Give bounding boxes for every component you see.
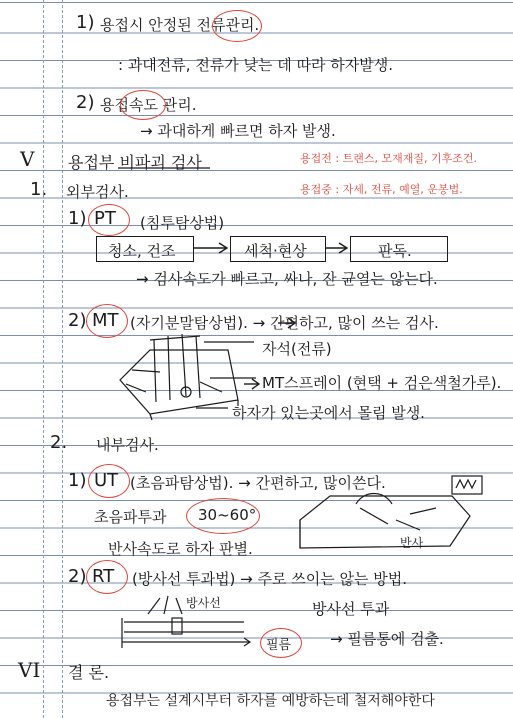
process-step-label: 세척·현상: [244, 242, 307, 260]
sketch-label: 하자가 있는곳에서 몰림 발생.: [232, 404, 425, 422]
red-margin-note: 용접중 : 자세, 전류, 예열, 운봉법.: [300, 183, 463, 196]
subsection-number: 2.: [50, 432, 68, 453]
handwritten-line: : 과대전류, 전류가 낮는 데 따라 하자발생.: [118, 56, 394, 74]
handwritten-line: (침투탐상법): [140, 214, 225, 232]
item-number: 2): [68, 310, 87, 331]
subsection-heading: 내부검사.: [96, 436, 159, 454]
item-number: 1): [76, 12, 95, 33]
handwritten-line: 용접부는 설계시부터 하자를 예방하는데 철저해야한다: [106, 693, 435, 709]
item-number: 1): [68, 470, 87, 491]
handwritten-line: → 필름통에 검출.: [330, 630, 444, 648]
process-step-label: 판독.: [378, 242, 412, 260]
rt-sketch: [122, 596, 250, 648]
item-number: 2): [76, 92, 95, 113]
subsection-heading: 외부검사.: [66, 183, 129, 201]
method-tag: UT: [94, 470, 119, 491]
sketch-label: 방사선 투과: [312, 600, 390, 618]
sketch-label: 필름: [266, 638, 292, 653]
handwritten-line: 반사속도로 하자 판별.: [108, 540, 253, 558]
ut-sketch: [300, 476, 482, 548]
process-step-label: 청소, 건조: [108, 242, 176, 260]
mt-sketch: [120, 334, 256, 420]
subsection-number: 1.: [30, 179, 48, 200]
item-number: 2): [68, 566, 87, 587]
handwritten-line: (방사선 투과법) → 주로 쓰이는 않는 방법.: [132, 570, 408, 588]
section-roman-numeral: V: [20, 147, 35, 171]
red-margin-note: 용접전 : 트랜스, 모재재질, 기후조건.: [300, 152, 477, 165]
handwritten-line: 용접속도 관리.: [100, 96, 197, 114]
handwritten-line: 초음파투과: [94, 508, 167, 526]
sketch-label: 반사: [400, 536, 424, 550]
method-tag: PT: [94, 208, 116, 229]
sketch-label: MT스프레이 (현택 + 검은색철가루).: [262, 374, 502, 392]
sketch-label: 자석(전류): [262, 340, 332, 358]
method-tag: RT: [92, 566, 115, 587]
section-heading: 결 론.: [68, 663, 110, 682]
handwritten-line: 용접시 안정된 전류관리.: [100, 16, 260, 34]
section-roman-numeral: VI: [18, 658, 41, 682]
angle-annotation: 30~60°: [198, 506, 257, 524]
item-number: 1): [68, 208, 87, 229]
handwritten-line: (초음파탐상법). → 간편하고, 많이쓴다.: [130, 474, 386, 492]
section-heading: 용접부 비파괴 검사: [68, 153, 202, 172]
handwritten-line: → 검사속도가 빠르고, 싸나, 잔 균열는 않는다.: [136, 270, 438, 288]
handwritten-line: → 과대하게 빠르면 하자 발생.: [140, 122, 336, 140]
handwritten-line: (자기분말탐상법). → 간편하고, 많이 쓰는 검사.: [130, 314, 439, 332]
sketch-label: 방사선: [186, 596, 221, 610]
method-tag: MT: [92, 310, 119, 331]
